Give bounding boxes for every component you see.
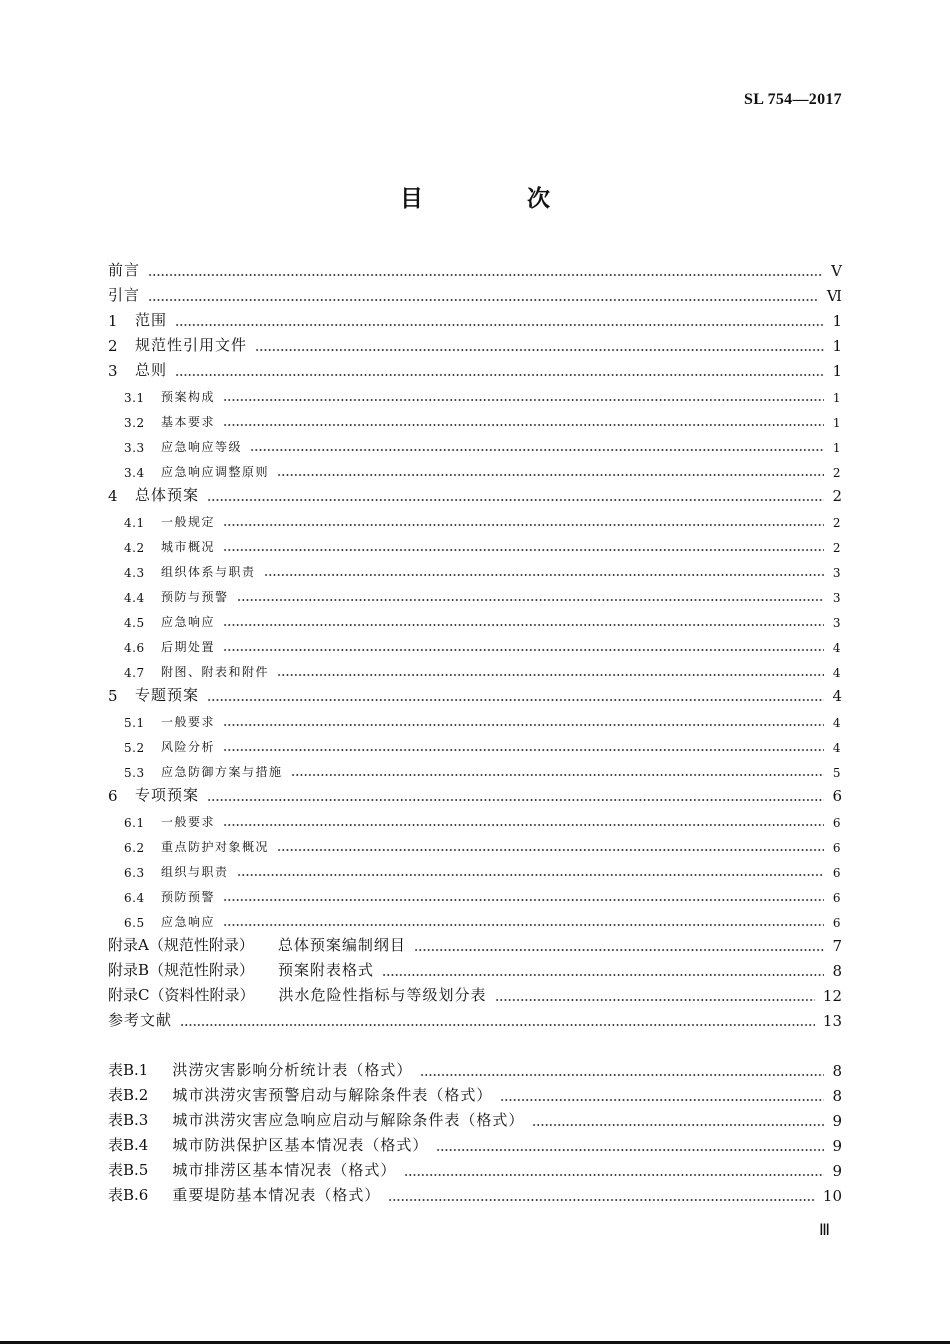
toc-entry-number: 3.4 [124,466,145,480]
page-number: Ⅲ [818,1222,830,1239]
toc-entry-title: 洪水危险性指标与等级划分表 [278,986,487,1004]
toc-entry-page: 7 [832,937,842,955]
toc-entry-title: 总体预案 [135,486,200,504]
toc-entry-title: 应急防御方案与措施 [161,765,283,779]
toc-entry-number: 5 [108,687,118,705]
dot-leader [223,824,824,826]
dot-leader [223,399,824,401]
toc-entry-title: 前言 [108,261,141,279]
toc-entry[interactable] [108,858,842,883]
toc-entry[interactable] [108,383,842,408]
toc-entry-number: 4.6 [124,641,145,655]
dot-leader [500,1099,824,1101]
dot-leader [223,649,824,651]
dot-leader [277,849,824,851]
toc-entry-title: 规范性引用文件 [135,336,248,354]
dot-leader [436,1149,824,1151]
toc-entry[interactable] [108,1133,842,1158]
toc-entry-title: 风险分析 [161,740,216,754]
toc-entry[interactable] [108,658,842,683]
toc-entry-page: 1 [832,391,842,405]
dot-leader [175,374,824,376]
toc-entry-title: 参考文献 [108,1011,173,1029]
toc-entry[interactable] [108,1108,842,1133]
dot-leader [264,574,824,576]
toc-entry-title: 附图、附表和附件 [161,665,270,679]
toc-entry-title: 洪涝灾害影响分析统计表（格式） [172,1061,413,1079]
toc-entry-page: 3 [832,566,842,580]
toc-entry-page: 1 [832,312,842,330]
toc-entry-page: 1 [832,416,842,430]
toc-entry-number: 附录C（资料性附录） [108,986,255,1004]
toc-entry[interactable] [108,933,842,958]
dot-leader [277,474,824,476]
toc-entry-page: Ⅵ [826,287,842,305]
toc-entry-page: 9 [832,1137,842,1155]
toc-entry[interactable] [108,808,842,833]
dot-leader [148,299,819,301]
toc-entry-page: 2 [832,516,842,530]
toc-entry-number: 6 [108,787,118,805]
toc-entry-number: 附录A（规范性附录） [108,936,254,954]
toc-entry-page: 10 [822,1187,842,1205]
toc-entry[interactable] [108,833,842,858]
toc-entry-title: 城市概况 [161,540,216,554]
toc-entry-number: 4.5 [124,616,145,630]
standard-code: SL 754—2017 [744,91,842,108]
toc-entry-page: 2 [832,466,842,480]
dot-leader [175,324,824,326]
dot-leader [223,549,824,551]
dot-leader [148,274,823,276]
toc-entry-page: 6 [832,841,842,855]
toc-entry-page: 8 [832,1087,842,1105]
toc-entry-page: 8 [832,962,842,980]
list-of-tables [108,1058,842,1208]
toc-entry-title: 总体预案编制纲目 [277,936,406,954]
toc-entry-page: 9 [832,1162,842,1180]
toc-entry-number: 3 [108,362,118,380]
toc-entry[interactable] [108,508,842,533]
dot-leader [255,349,824,351]
toc-entry-page: 6 [832,787,842,805]
toc-entry-number: 表B.6 [108,1186,149,1204]
toc-entry[interactable] [108,958,842,983]
toc-entry[interactable] [108,1058,842,1083]
toc-entry[interactable] [108,1008,842,1033]
dot-leader [495,999,815,1001]
toc-entry[interactable] [108,333,842,358]
dot-leader [250,449,824,451]
toc-entry-number: 6.2 [124,841,145,855]
toc-entry-page: 6 [832,891,842,905]
toc-entry-number: 4 [108,487,118,505]
toc-entry-title: 一般规定 [161,515,216,529]
toc-entry-title: 应急响应 [161,615,216,629]
toc-entry-page: 4 [832,741,842,755]
toc-entry[interactable] [108,1083,842,1108]
toc-entry-page: 3 [832,616,842,630]
dot-leader [388,1199,815,1201]
toc-entry-title: 重点防护对象概况 [161,840,270,854]
toc-entry-page: 6 [832,866,842,880]
toc-entry[interactable] [108,683,842,708]
toc-entry-page: 12 [822,987,842,1005]
toc-entry-title: 应急响应 [161,915,216,929]
toc-entry-title: 预防预警 [161,890,216,904]
toc-entry-number: 6.5 [124,916,145,930]
toc-entry-number: 表B.2 [108,1086,149,1104]
toc-entry[interactable] [108,258,842,283]
toc-entry-number: 附录B（规范性附录） [108,961,255,979]
toc-entry[interactable] [108,283,842,308]
toc-entry-title: 组织与职责 [161,865,229,879]
dot-leader [223,524,824,526]
toc-entry[interactable] [108,983,842,1008]
dot-leader [223,624,824,626]
toc-entry-title: 城市排涝区基本情况表（格式） [172,1161,397,1179]
toc-entry-page: 4 [832,666,842,680]
toc-entry[interactable] [108,883,842,908]
toc-entry-number: 4.4 [124,591,145,605]
toc-entry[interactable] [108,533,842,558]
toc-entry-number: 5.2 [124,741,145,755]
dot-leader [404,1174,824,1176]
dot-leader [291,774,824,776]
toc-entry-page: 8 [832,1062,842,1080]
toc-entry-number: 表B.1 [108,1061,149,1079]
dot-leader [207,799,824,801]
toc-entry-number: 1 [108,312,118,330]
toc-entry[interactable] [108,458,842,483]
toc-entry-page: 1 [832,362,842,380]
toc-entry-number: 表B.5 [108,1161,149,1179]
toc-entry[interactable] [108,308,842,333]
toc-entry-title: 应急响应等级 [161,440,243,454]
page-title: 目 次 [399,186,598,212]
toc-entry[interactable] [108,483,842,508]
dot-leader [223,749,824,751]
dot-leader [382,974,824,976]
toc-entry-title: 城市洪涝灾害预警启动与解除条件表（格式） [172,1086,493,1104]
toc-entry-page: 1 [832,337,842,355]
dot-leader [180,1024,815,1026]
toc-entry-page: 4 [832,641,842,655]
toc-entry[interactable] [108,758,842,783]
toc-entry[interactable] [108,1183,842,1208]
dot-leader [237,599,824,601]
toc-entry-number: 表B.3 [108,1111,149,1129]
toc-entry-page: 6 [832,816,842,830]
toc-entry-title: 应急响应调整原则 [161,465,270,479]
toc-entry-title: 基本要求 [161,415,216,429]
dot-leader [223,924,824,926]
dot-leader [223,724,824,726]
dot-leader [223,424,824,426]
toc-entry-page: 5 [832,766,842,780]
toc-entry-page: 9 [832,1112,842,1130]
dot-leader [237,874,824,876]
toc-entry-number: 4.2 [124,541,145,555]
toc-entry-number: 4.1 [124,516,145,530]
dot-leader [414,949,824,951]
toc-entry[interactable] [108,433,842,458]
dot-leader [223,899,824,901]
toc-entry-title: 预防与预警 [161,590,229,604]
toc-entry-page: 13 [822,1012,842,1030]
dot-leader [277,674,824,676]
toc-entry-title: 城市洪涝灾害应急响应启动与解除条件表（格式） [172,1111,525,1129]
toc-entry[interactable] [108,358,842,383]
toc-entry-page: 2 [832,541,842,555]
toc-entry-title: 预案附表格式 [278,961,375,979]
toc-entry-title: 城市防洪保护区基本情况表（格式） [172,1136,429,1154]
toc-entry[interactable] [108,558,842,583]
toc-entry-number: 4.7 [124,666,145,680]
toc-entry-page: 2 [832,487,842,505]
toc-entry-page: 1 [832,441,842,455]
toc-entry-title: 预案构成 [161,390,216,404]
toc-entry[interactable] [108,733,842,758]
toc-entry-title: 一般要求 [161,715,216,729]
toc-entry-title: 后期处置 [161,640,216,654]
toc-entry-number: 5.1 [124,716,145,730]
toc-entry[interactable] [108,583,842,608]
toc-entry[interactable] [108,408,842,433]
dot-leader [207,699,824,701]
toc-entry-title: 专项预案 [135,786,200,804]
toc-entry[interactable] [108,608,842,633]
toc-entry-page: 6 [832,916,842,930]
toc-entry-number: 5.3 [124,766,145,780]
toc-entry-number: 6.4 [124,891,145,905]
toc-entry-title: 总则 [135,361,168,379]
toc-entry[interactable] [108,633,842,658]
toc-entry[interactable] [108,783,842,808]
toc-entry-title: 重要堤防基本情况表（格式） [172,1186,381,1204]
toc-entry[interactable] [108,908,842,933]
toc-entry-title: 范围 [135,311,168,329]
table-of-contents [108,258,842,1033]
toc-entry-number: 3.2 [124,416,145,430]
toc-entry-number: 表B.4 [108,1136,149,1154]
toc-entry-page: Ⅴ [831,262,842,280]
toc-entry[interactable] [108,1158,842,1183]
toc-entry-title: 组织体系与职责 [161,565,256,579]
toc-entry-title: 引言 [108,286,141,304]
toc-entry-number: 4.3 [124,566,145,580]
toc-entry-number: 2 [108,337,118,355]
toc-entry-page: 3 [832,591,842,605]
toc-entry-page: 4 [832,687,842,705]
dot-leader [207,499,824,501]
dot-leader [420,1074,824,1076]
toc-entry-page: 4 [832,716,842,730]
toc-entry-title: 一般要求 [161,815,216,829]
toc-entry-number: 3.3 [124,441,145,455]
toc-entry-number: 3.1 [124,391,145,405]
dot-leader [532,1124,824,1126]
toc-entry-number: 6.1 [124,816,145,830]
toc-entry[interactable] [108,708,842,733]
toc-entry-title: 专题预案 [135,686,200,704]
toc-entry-number: 6.3 [124,866,145,880]
